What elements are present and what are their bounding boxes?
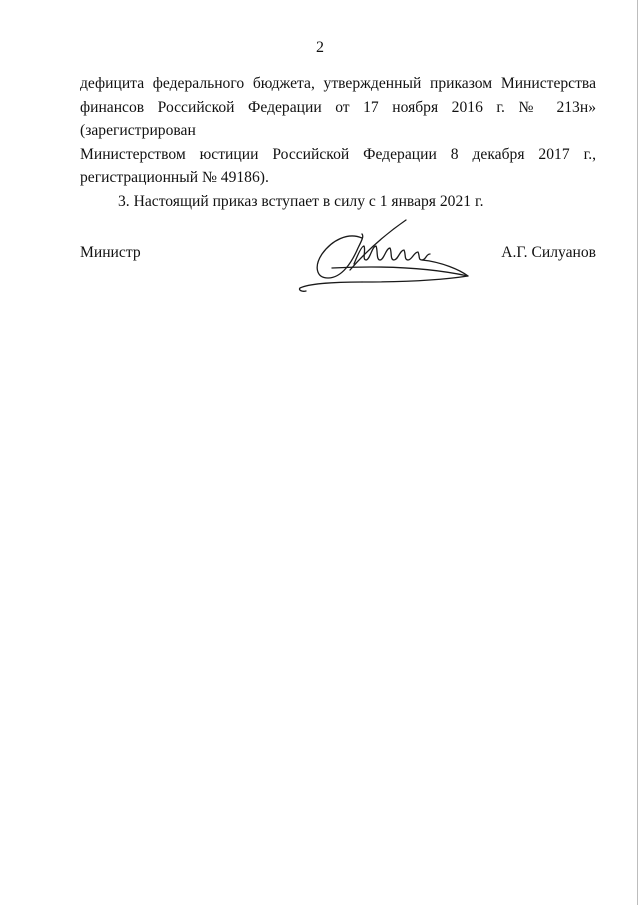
text-line: финансов Российской Федерации от 17 ноября 2016 г. № 213н» (зарегистрирован [80,98,596,139]
text-line: регистрационный № 49186). [80,169,269,186]
page-number: 2 [316,39,324,56]
signature-icon [292,216,472,294]
signatory-title: Министр [80,244,141,261]
paragraph-3: 3. Настоящий приказ вступает в силу с 1 января 2021 г. [118,192,484,210]
document-body [80,72,596,213]
text-line: Министерством юстиции Российской Федерации 8 декабря 2017 г., [80,145,596,163]
scan-edge-line [637,0,638,905]
text-line: дефицита федерального бюджета, утвержденный приказом Министерства [80,75,596,92]
continued-paragraph [80,72,596,190]
signatory-name: А.Г. Силуанов [501,244,596,261]
handwritten-signature [292,216,472,294]
